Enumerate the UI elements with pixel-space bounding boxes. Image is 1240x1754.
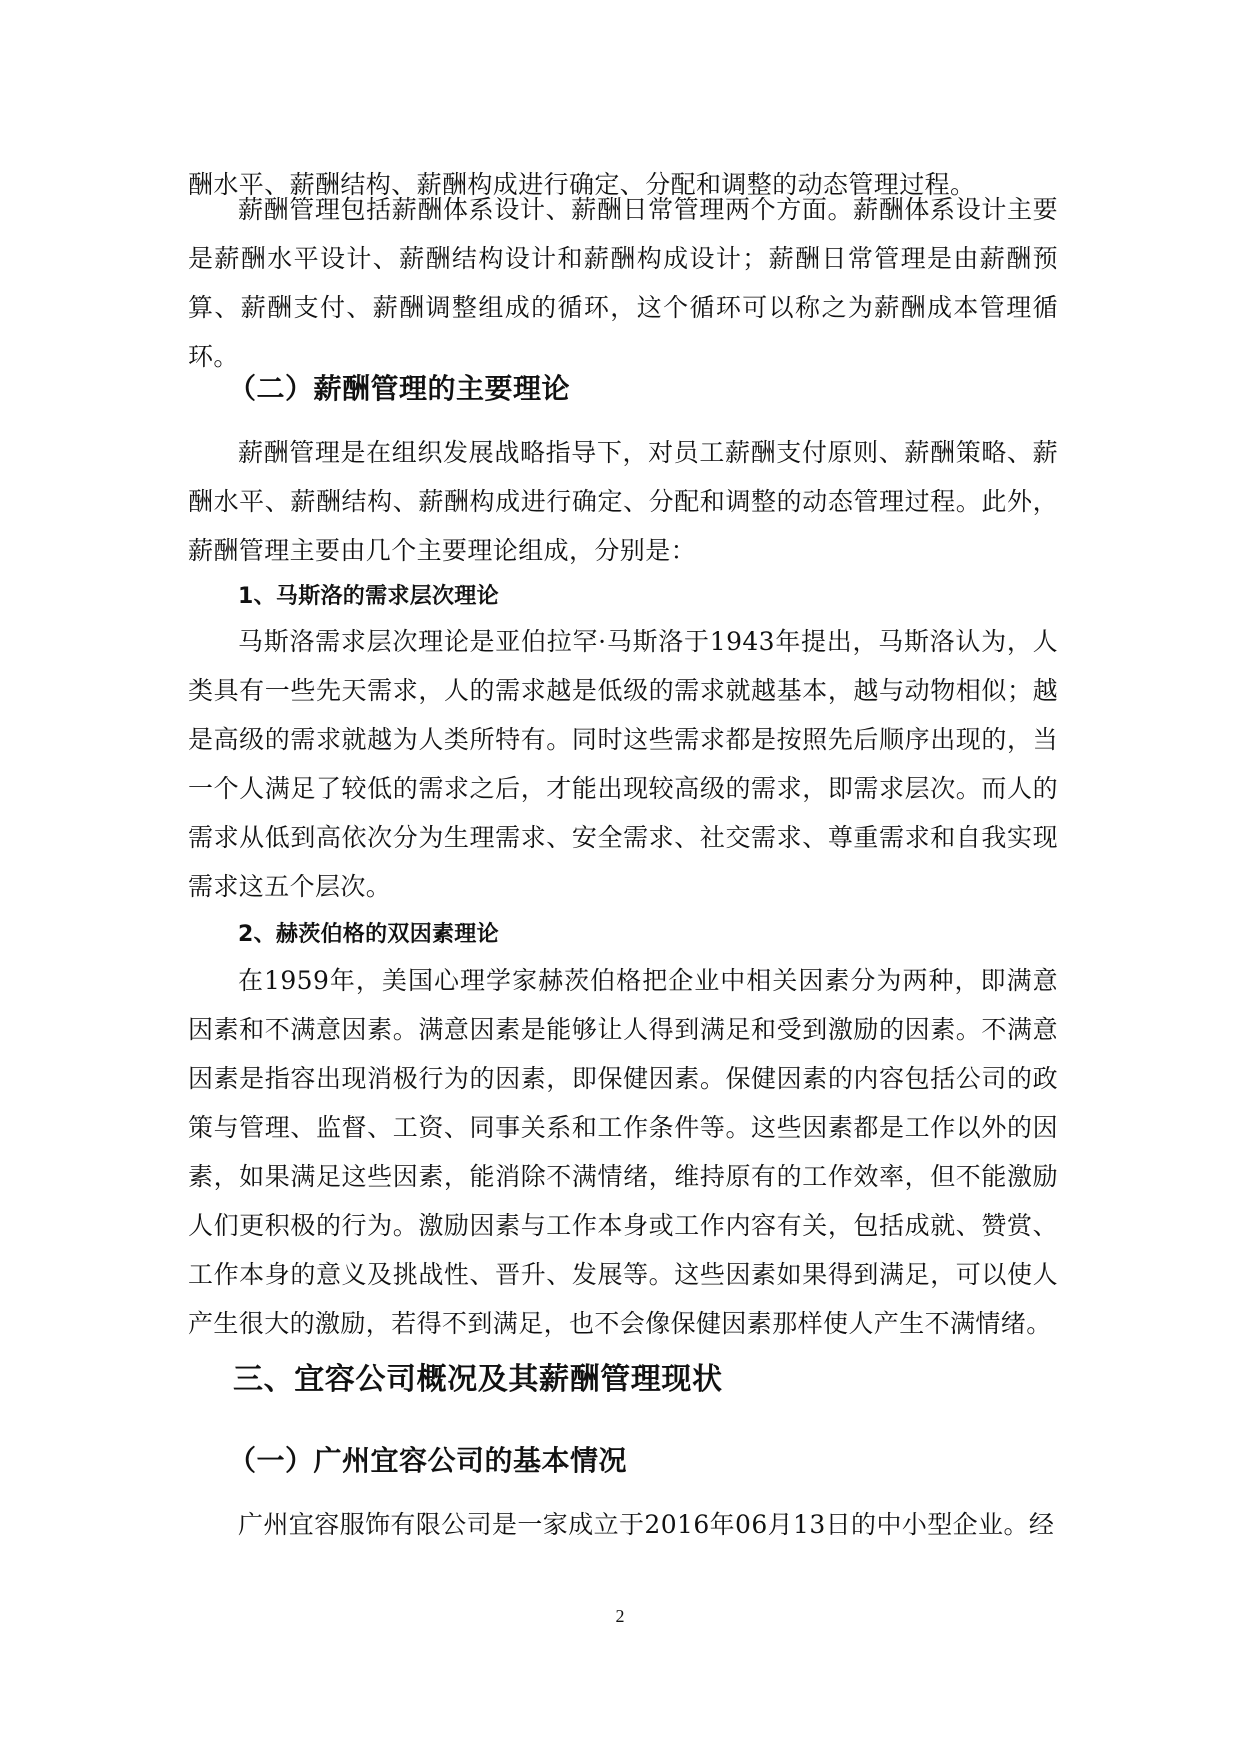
subheading-herzberg-theory: 2、赫茨伯格的双因素理论	[238, 922, 499, 947]
section-heading-main-theories: （二）薪酬管理的主要理论	[228, 372, 571, 405]
subheading-maslow-theory: 1、马斯洛的需求层次理论	[238, 584, 499, 609]
page-number: 2	[615, 1606, 625, 1626]
paragraph-herzberg-theory: 在1959年，美国心理学家赫茨伯格把企业中相关因素分为两种，即满意因素和不满意因素。满意因素是能够让人得到满足和受到激励的因素。不满意因素是指容出现消极行为的因素，即保健因素。保健因素的内容包括公司的政策与管理、监督、工资、同事关系和工作条件等。这些因素都是工作以外的因素，如果满足这些因素，能消除不满情绪，维持原有的工作效率，但不能激励人们更积极的行为。激励因素与工作本身或工作内容有关，包括成就、赞赏、工作本身的意义及挑战性、晋升、发展等。这些因素如果得到满足，可以使人产生很大的激励，若得不到满足，也不会像保健因素那样使人产生不满情绪。	[188, 966, 1058, 1338]
paragraph-continuation: 酬水平、薪酬结构、薪酬构成进行确定、分配和调整的动态管理过程。	[188, 170, 976, 199]
paragraph-theories-intro: 薪酬管理是在组织发展战略指导下，对员工薪酬支付原则、薪酬策略、薪酬水平、薪酬结构、薪酬构成进行确定、分配和调整的动态管理过程。此外，薪酬管理主要由几个主要理论组成，分别是：	[188, 438, 1058, 565]
chapter-heading-company-overview: 三、宜容公司概况及其薪酬管理现状	[233, 1362, 723, 1397]
section-heading-company-basics: （一）广州宜容公司的基本情况	[228, 1444, 628, 1477]
paragraph-maslow-theory: 马斯洛需求层次理论是亚伯拉罕·马斯洛于1943年提出，马斯洛认为，人类具有一些先天需求，人的需求越是低级的需求就越基本，越与动物相似；越是高级的需求就越为人类所特有。同时这些需求都是按照先后顺序出现的，当一个人满足了较低的需求之后，才能出现较高级的需求，即需求层次。而人的需求从低到高依次分为生理需求、安全需求、社交需求、尊重需求和自我实现需求这五个层次。	[188, 627, 1058, 901]
paragraph-company-basics: 广州宜容服饰有限公司是一家成立于2016年06月13日的中小型企业。经	[238, 1510, 1055, 1539]
paragraph-compensation-system: 薪酬管理包括薪酬体系设计、薪酬日常管理两个方面。薪酬体系设计主要是薪酬水平设计、薪酬结构设计和薪酬构成设计；薪酬日常管理是由薪酬预算、薪酬支付、薪酬调整组成的循环，这个循环可以称之为薪酬成本管理循环。	[188, 195, 1058, 371]
